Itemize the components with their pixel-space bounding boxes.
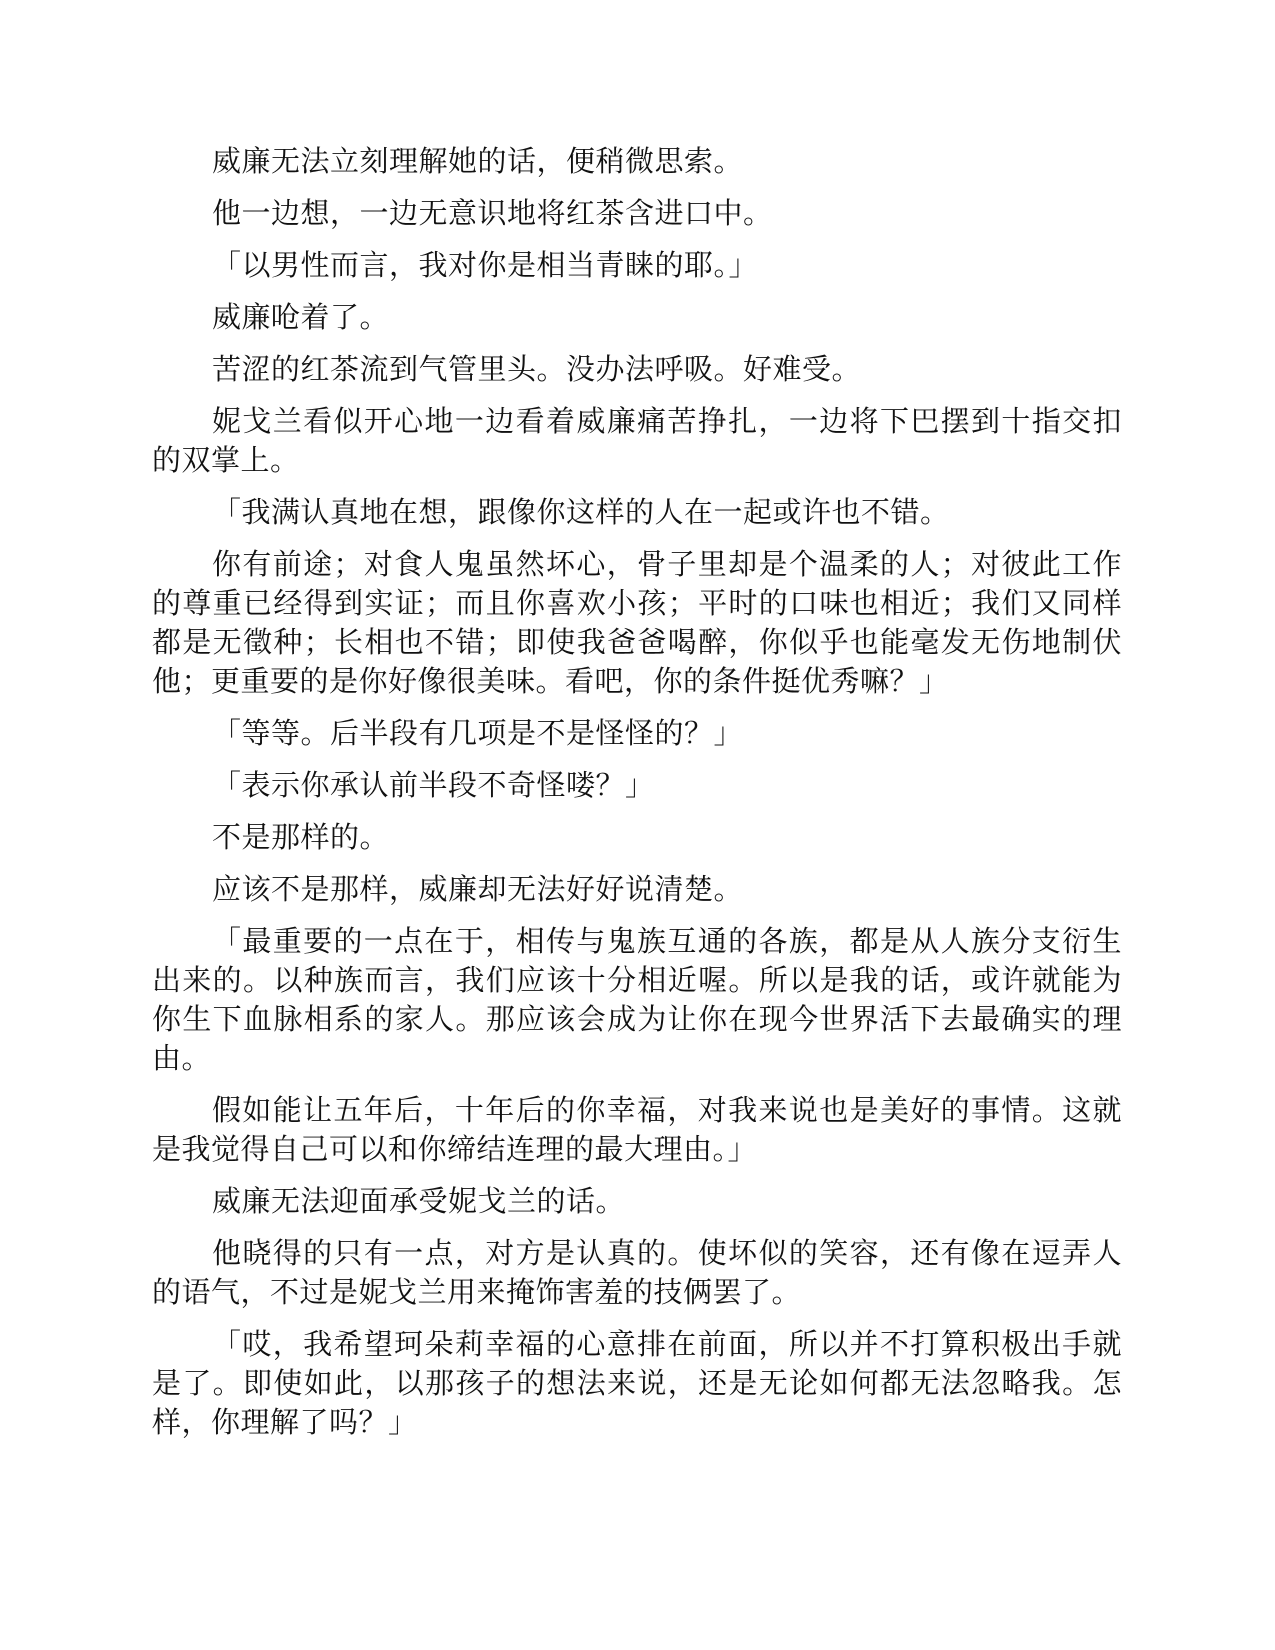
paragraph: 威廉无法立刻理解她的话，便稍微思索。 <box>212 144 744 178</box>
paragraph: 应该不是那样，威廉却无法好好说清楚。 <box>212 872 744 906</box>
text-body <box>152 142 1122 1455</box>
paragraph: 不是那样的。 <box>212 820 390 854</box>
paragraph: 「等等。后半段有几项是不是怪怪的？」 <box>212 716 744 750</box>
paragraph: 你有前途；对食人鬼虽然坏心，骨子里却是个温柔的人；对彼此工作的尊重已经得到实证；而且你喜欢小孩；平时的口味也相近；我们又同样都是无徵种；长相也不错；即使我爸爸喝醉，你似乎也能毫发无伤地制伏他；更重要的是你好像很美味。看吧，你的条件挺优秀嘛？」 <box>152 547 1122 698</box>
paragraph: 「哎，我希望珂朵莉幸福的心意排在前面，所以并不打算积极出手就是了。即使如此，以那孩子的想法来说，还是无论如何都无法忽略我。怎样，你理解了吗？」 <box>152 1327 1122 1439</box>
paragraph: 威廉呛着了。 <box>212 300 390 334</box>
paragraph: 「最重要的一点在于，相传与鬼族互通的各族，都是从人族分支衍生出来的。以种族而言，我们应该十分相近喔。所以是我的话，或许就能为你生下血脉相系的家人。那应该会成为让你在现今世界活下去最确实的理由。 <box>152 924 1122 1075</box>
paragraph: 「我满认真地在想，跟像你这样的人在一起或许也不错。 <box>212 495 950 529</box>
paragraph: 假如能让五年后，十年后的你幸福，对我来说也是美好的事情。这就是我觉得自己可以和你缔结连理的最大理由。」 <box>152 1093 1122 1166</box>
paragraph: 威廉无法迎面承受妮戈兰的话。 <box>212 1184 626 1218</box>
paragraph: 妮戈兰看似开心地一边看着威廉痛苦挣扎，一边将下巴摆到十指交扣的双掌上。 <box>152 404 1122 477</box>
paragraph: 他一边想，一边无意识地将红茶含进口中。 <box>212 196 773 230</box>
paragraph: 「表示你承认前半段不奇怪喽？」 <box>212 768 655 802</box>
paragraph: 「以男性而言，我对你是相当青睐的耶。」 <box>212 248 759 282</box>
paragraph: 他晓得的只有一点，对方是认真的。使坏似的笑容，还有像在逗弄人的语气，不过是妮戈兰用来掩饰害羞的技俩罢了。 <box>152 1236 1122 1309</box>
paragraph: 苦涩的红茶流到气管里头。没办法呼吸。好难受。 <box>212 352 862 386</box>
